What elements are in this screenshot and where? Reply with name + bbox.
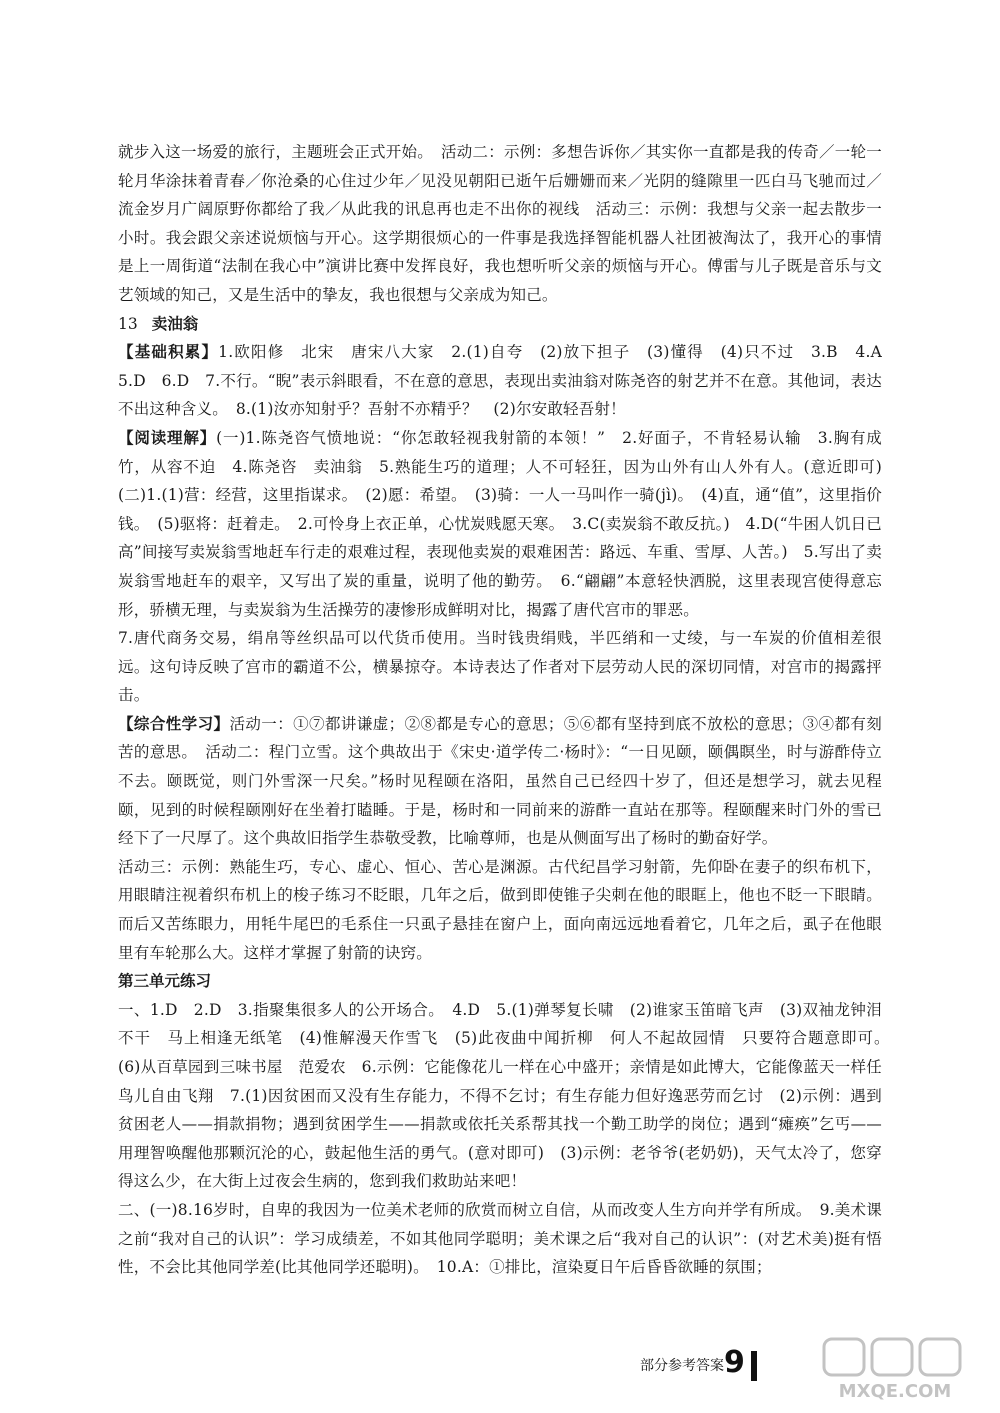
- watermark-logo: [820, 1335, 970, 1405]
- answer-page-content: [118, 138, 898, 1282]
- section-text: 活动一：①⑦都讲谦虚；②⑧都是专心的意思；⑤⑥都有坚持到底不放松的意思；③④都有刻苦的意思。 活动二：程门立雪。这个典故出于《宋史·道学传二·杨时》：“一日见颐，颐偶瞑坐，时与游酢侍立不去。颐既觉，则门外雪深一尺矣。”杨时见程颐在洛阳，虽然自己已经四十岁了，但还是想学习，就去见程颐，见到的时候程颐刚好在坐着打瞌睡。于是，杨时和一同前来的游酢一直站在那等。程颐醒来时门外的雪已经下了一尺厚了。这个典故旧指学生恭敬受教，比喻尊师，也是从侧面写出了杨时的勤奋好学。: [118, 714, 882, 848]
- section-text: 7.唐代商务交易，绢帛等丝织品可以代货币使用。当时钱贵绢贱，半匹绡和一丈绫，与一车炭的价值相差很远。这句诗反映了宫市的霸道不公，横暴掠夺。本诗表达了作者对下层劳动人民的深切同情，对宫市的揭露抨击。: [118, 629, 882, 705]
- section-reading-comprehension: [118, 424, 898, 624]
- section-comprehensive-learning: [118, 710, 882, 853]
- page-number: 9: [724, 1345, 745, 1380]
- section-text: 活动三：示例：熟能生巧，专心、虚心、恒心、苦心是渊源。古代纪昌学习射箭，先仰卧在妻子的织布机下，用眼睛注视着织布机上的梭子练习不眨眼，几年之后，做到即使锥子尖刺在他的眼眶上，他也不眨一下眼睛。而后又苦练眼力，用牦牛尾巴的毛系住一只虱子悬挂在窗户上，面向南远远地看着它，几年之后，虱子在他眼里有车轮那么大。这样才掌握了射箭的诀窍。: [118, 857, 882, 962]
- intro-paragraph: 就步入这一场爱的旅行，主题班会正式开始。 活动二：示例：多想告诉你／其实你一直都是我的传奇／一轮一轮月华涂抹着青春／你沧桑的心住过少年／见没见朝阳已逝午后姗姗而来／光阴的缝隙里一匹白马飞驰而过／流金岁月广阔原野你都给了我／从此我的讯息再也走不出你的视线 活动三：示例：我想与父亲一起去散步一小时。我会跟父亲述说烦恼与开心。这学期很烦心的一件事是我选择智能机器人社团被淘汰了，我开心的事情是上一周街道“法制在我心中”演讲比赛中发挥良好，我也想听听父亲的烦恼与开心。傅雷与儿子既是音乐与文艺领域的知己，又是生活中的挚友，我也很想与父亲成为知己。: [118, 143, 882, 304]
- footer-label: 部分参考答案: [640, 1358, 724, 1374]
- section-label: 【基础积累】: [118, 343, 219, 362]
- unit-heading: 第三单元练习: [118, 972, 212, 991]
- section-text: (一)1.陈尧咨气愤地说：“你怎敢轻视我射箭的本领！” 2.好面子，不肯轻易认输 3.胸有成竹，从容不迫 4.陈尧咨 卖油翁 5.熟能生巧的道理；人不可轻狂，因为山外有山人外有人。(意近即可) (二)1.(1)营：经营，这里指谋求。 (2)愿：希望。 (3)骑：一人一马叫作一骑(jì)。 (4)直，通“值”，这里指价钱。 (5)驱将：赶着走。 2.可怜身上衣正单，心忧炭贱愿天寒。 3.C(卖炭翁不敢反抗。) 4.D(“牛困人饥日已高”间接写卖炭翁雪地赶车行走的艰难过程，表现他卖炭的艰难困苦：路远、车重、雪厚、人苦。) 5.写出了卖炭翁雪地赶车的艰辛，又写出了炭的重量，说明了他的勤劳。 6.“翩翩”本意轻快洒脱，这里表现宫使得意忘形，骄横无理，与卖炭翁为生活操劳的凄惨形成鲜明对比，揭露了唐代宫市的罪恶。: [118, 428, 898, 619]
- lesson-number: 13: [118, 314, 138, 333]
- unit-part-two: 二、(一)8.16岁时，自卑的我因为一位美术老师的欣赏而树立自信，从而改变人生方向并学有所成。 9.美术课之前“我对自己的认识”：学习成绩差，不如其他同学聪明；美术课之后“我对自己的认识”：(对艺术美)挺有悟性，不会比其他同学差(比其他同学还聪明)。 10.A：①排比，渲染夏日午后昏昏欲睡的氛围；: [118, 1200, 882, 1277]
- section-label: 【综合性学习】: [118, 714, 230, 733]
- section-reading-item-7: [118, 624, 882, 710]
- section-text: 1.欧阳修 北宋 唐宋八大家 2.(1)自夸 (2)放下担子 (3)懂得 (4)只不过 3.B 4.A 5.D 6.D 7.不行。“睨”表示斜眼看，不在意的意思，表现出卖油翁对陈尧咨的射艺并不在意。其他词，表达不出这种含义。 8.(1)汝亦知射乎？吾射不亦精乎？ (2)尔安敢轻吾射！: [118, 343, 898, 419]
- svg-text:MXQE.COM: MXQE.COM: [838, 1381, 952, 1402]
- section-label: 【阅读理解】: [118, 428, 217, 447]
- page-number-bar: [751, 1351, 757, 1381]
- lesson-heading: [118, 310, 882, 339]
- unit-part-one: 一、1.D 2.D 3.指聚集很多人的公开场合。 4.D 5.(1)弹琴复长啸 (2)谁家玉笛暗飞声 (3)双袖龙钟泪不干 马上相逢无纸笔 (4)惟解漫天作雪飞 (5)此夜曲中闻折柳 何人不起故园情 只要符合题意即可。 (6)从百草园到三味书屋 范爱农 6.示例：它能像花儿一样在心中盛开；亲情是如此博大，它能像蓝天一样任鸟儿自由飞翔 7.(1)因贫困而又没有生存能力，不得不乞讨；有生存能力但好逸恶劳而乞讨 (2)示例：遇到贫困老人——捐款捐物；遇到贫困学生——捐款或依托关系帮其找一个勤工助学的岗位；遇到“瘫痪”乞丐——用理智唤醒他那颗沉沦的心，鼓起他生活的勇气。(意对即可) (3)示例：老爷爷(老奶奶)，天气太冷了，您穿得这么少，在大街上过夜会生病的，您到我们救助站来吧！: [118, 1000, 898, 1191]
- section-basic-accumulation: [118, 338, 898, 424]
- lesson-title: 卖油翁: [151, 314, 199, 333]
- section-activity-3: [118, 853, 882, 967]
